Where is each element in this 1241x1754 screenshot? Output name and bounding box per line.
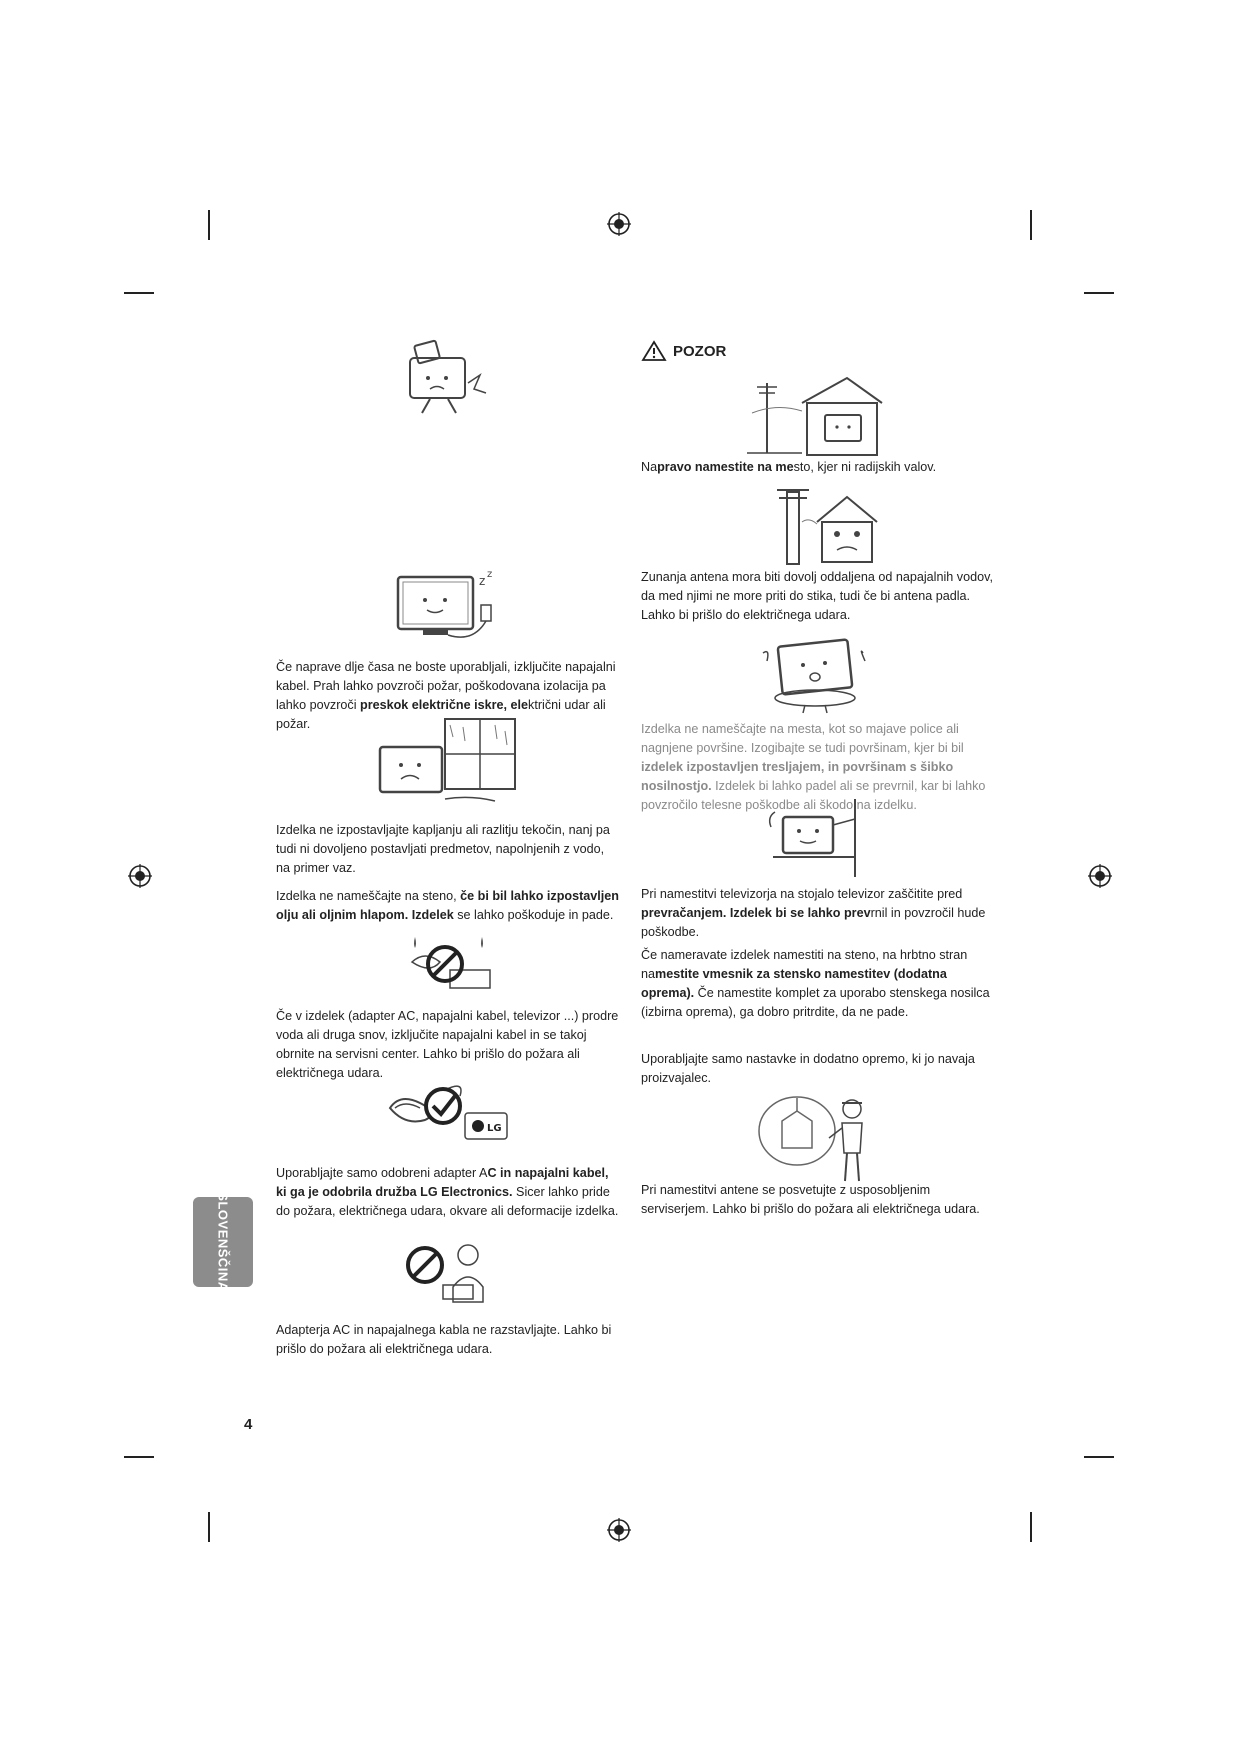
- paragraph-unplug: Če naprave dlje časa ne boste uporabljali, izključite napajalni kabel. Prah lahko povzroči požar, poškodovana izolacija pa lahko povzroči preskok električne iskre, električni udar ali požar.: [276, 660, 616, 731]
- no-oil-illustration-icon: [400, 932, 495, 997]
- paragraph-water: Če v izdelek (adapter AC, napajalni kabel, televizor ...) prodre voda ali druga snov, izključite napajalni kabel in se takoj obrnite na servisni center. Lahko bi prišlo do požara ali električnega udara.: [276, 1009, 619, 1080]
- tv-shaking-illustration-icon: [755, 633, 875, 718]
- page-number: 4: [244, 1416, 253, 1433]
- tv-unplug-illustration-icon: [393, 565, 503, 650]
- registration-mark-icon: [128, 864, 152, 888]
- antenna-powerline-illustration-icon: [747, 482, 887, 567]
- svg-text:LG: LG: [487, 1123, 502, 1134]
- crop-mark-right-bottom: [1084, 1456, 1114, 1458]
- language-tab-label: SLOVENŠČINA: [215, 1192, 231, 1292]
- language-tab: [193, 1192, 253, 1292]
- no-disassemble-illustration-icon: [403, 1237, 498, 1307]
- registration-mark-icon: [607, 1518, 631, 1542]
- paragraph-service: Pri namestitvi antene se posvetujte z usposobljenim serviserjem. Lahko bi prišlo do požara ali električnega udara.: [641, 1183, 980, 1216]
- crop-mark-bottom-left: [208, 1512, 210, 1542]
- paragraph-liquid: Izdelka ne izpostavljajte kapljanju ali razlitju tekočin, nanj pa tudi ni dovoljeno postavljati predmetov, napolnjenih z vodo, na primer vaz.: [276, 823, 610, 875]
- paragraph-disassemble: Adapterja AC in napajalnega kabla ne razstavljajte. Lahko bi prišlo do požara ali električnega udara.: [276, 1323, 612, 1356]
- caution-heading: [641, 340, 726, 362]
- paragraph-antenna: Zunanja antena mora biti dovolj oddaljena od napajalnih vodov, da med njimi ne more priti do stika, tudi če bi antena padla. Lahko bi prišlo do električnega udara.: [641, 570, 993, 622]
- paragraph-adapter: Uporabljajte samo odobreni adapter AC in napajalni kabel, ki ga je odobrila družba LG Electronics. Sicer lahko pride do požara, električnega udara, okvare ali deformacije izdelka.: [276, 1166, 619, 1218]
- crop-mark-left-bottom: [124, 1456, 154, 1458]
- service-man-illustration-icon: [757, 1093, 872, 1183]
- house-antenna-illustration-icon: [747, 373, 887, 458]
- crop-mark-left-top: [124, 292, 154, 294]
- paragraph-shelf: Izdelka ne nameščajte na mesta, kot so majave police ali nagnjene površine. Izogibajte se tudi površinam, kjer bi bil izdelek izpostavljen tresljajem, in površinam s šibko nosilnostjo. Izdelek bi lahko padel ali se prevrnil, kar bi lahko povzročilo telesne poškodbe ali škodo na izdelku.: [641, 722, 986, 812]
- paragraph-radio: Napravo namestite na mesto, kjer ni radijskih valov.: [641, 460, 937, 474]
- warning-triangle-icon: [641, 340, 667, 362]
- tv-impact-illustration-icon: [400, 333, 490, 423]
- registration-mark-icon: [1088, 864, 1112, 888]
- crop-mark-bottom-right: [1030, 1512, 1032, 1542]
- paragraph-wall: Če nameravate izdelek namestiti na steno, na hrbtno stran namestite vmesnik za stensko namestitev (dodatna oprema). Če namestite komplet za uporabo stenskega nosilca (izbirna oprema), ga dobro pritrdite, da ne pade.: [641, 948, 990, 1019]
- paragraph-accessories: Uporabljajte samo nastavke in dodatno opremo, ki jo navaja proizvajalec.: [641, 1052, 975, 1085]
- paragraph-stand: Pri namestitvi televizorja na stojalo televizor zaščitite pred prevračanjem. Izdelek bi se lahko prevrnil in povzročil hude poškodbe.: [641, 887, 986, 939]
- svg-text:z: z: [487, 569, 493, 580]
- check-adapter-illustration-icon: [385, 1078, 510, 1148]
- tv-stand-strap-illustration-icon: [763, 797, 863, 879]
- crop-mark-top-left: [208, 210, 210, 240]
- paragraph-oil: Izdelka ne nameščajte na steno, če bi bil lahko izpostavljen olju ali oljnim hlapom. Izdelek se lahko poškoduje in pade.: [276, 889, 619, 922]
- svg-text:z: z: [479, 574, 486, 588]
- caution-heading-label: POZOR: [673, 342, 727, 360]
- crop-mark-top-right: [1030, 210, 1032, 240]
- registration-mark-icon: [607, 212, 631, 236]
- crop-mark-right-top: [1084, 292, 1114, 294]
